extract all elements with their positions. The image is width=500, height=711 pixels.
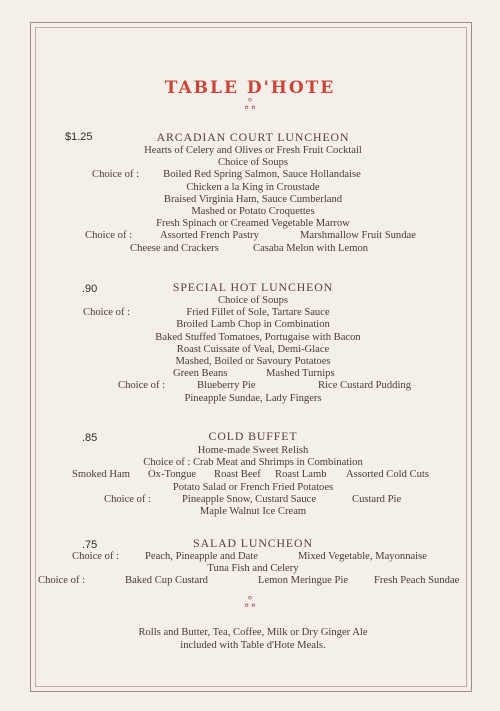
menu-item: Roast Beef — [214, 469, 261, 481]
menu-item: Broiled Lamb Chop in Combination — [176, 319, 330, 331]
section-price: .90 — [82, 283, 98, 295]
section-price: .75 — [82, 539, 98, 551]
footer-line-1: Rolls and Butter, Tea, Coffee, Milk or Dry Ginger Ale — [138, 627, 368, 638]
menu-item: Baked Stuffed Tomatoes, Portugaise with Bacon — [155, 331, 361, 343]
menu-item: Peach, Pineapple and Date — [145, 551, 258, 562]
menu-item: Tuna Fish and Celery — [207, 563, 299, 575]
choice-label: Choice of : — [72, 551, 120, 562]
section-heading: SALAD LUNCHEON — [193, 536, 313, 550]
section-price: $1.25 — [65, 131, 93, 143]
menu-item: Mashed or Potato Croquettes — [191, 206, 315, 217]
menu-item: Lemon Meringue Pie — [258, 575, 349, 587]
menu-item: Choice of : Crab Meat and Shrimps in Combination — [143, 457, 363, 469]
menu-item: Mashed Turnips — [266, 368, 335, 380]
menu-item: Mixed Vegetable, Mayonnaise — [298, 551, 427, 562]
menu-item: Baked Cup Custard — [125, 575, 208, 587]
menu-item: Mashed, Boiled or Savoury Potatoes — [175, 356, 331, 367]
choice-label: Choice of : — [38, 575, 86, 587]
menu-item: Boiled Red Spring Salmon, Sauce Hollandaise — [163, 169, 361, 181]
menu-item: Cheese and Crackers — [130, 242, 219, 254]
menu-item: Choice of Soups — [217, 157, 289, 169]
menu-item: Choice of Soups — [217, 295, 289, 306]
menu-item: Home-made Sweet Relish — [197, 445, 309, 456]
menu-item: Custard Pie — [352, 493, 402, 505]
menu-item: Assorted Cold Cuts — [346, 469, 429, 481]
choice-label: Choice of : — [92, 169, 140, 181]
menu-item: Assorted French Pastry — [160, 230, 259, 242]
menu-item: Pineapple Sundae, Lady Fingers — [184, 392, 322, 404]
section-heading: SPECIAL HOT LUNCHEON — [172, 280, 334, 294]
choice-label: Choice of : — [104, 493, 152, 505]
section-price: .85 — [82, 432, 98, 444]
menu-title: TABLE D'HOTE — [164, 78, 336, 98]
menu-item: Maple Walnut Ice Cream — [199, 506, 307, 517]
menu-item: Green Beans — [173, 368, 228, 380]
menu-item: Pineapple Snow, Custard Sauce — [182, 493, 317, 505]
ornament-bottom: ஃ — [244, 596, 256, 611]
choice-label: Choice of : — [118, 380, 166, 392]
ornament-top: ஃ — [244, 98, 256, 113]
menu-item: Hearts of Celery and Olives or Fresh Fruit Cocktail — [144, 145, 362, 156]
menu-item: Blueberry Pie — [197, 380, 256, 392]
menu-item: Fried Fillet of Sole, Tartare Sauce — [186, 307, 330, 319]
menu-item: Chicken a la King in Croustade — [186, 181, 320, 193]
menu-item: Marshmallow Fruit Sundae — [300, 230, 416, 242]
section-heading: ARCADIAN COURT LUNCHEON — [156, 130, 350, 144]
menu-item: Casaba Melon with Lemon — [253, 242, 369, 254]
menu-item: Fresh Spinach or Creamed Vegetable Marrow — [156, 218, 350, 230]
menu-item: Roast Lamb — [275, 469, 327, 481]
choice-label: Choice of : — [85, 230, 133, 242]
menu-item: Fresh Peach Sundae — [374, 575, 460, 587]
menu-item: Smoked Ham — [72, 469, 130, 481]
menu-item: Braised Virginia Ham, Sauce Cumberland — [163, 193, 343, 205]
footer-line-2: included with Table d'Hote Meals. — [180, 640, 326, 651]
section-heading: COLD BUFFET — [208, 429, 298, 443]
choice-label: Choice of : — [83, 307, 131, 319]
menu-item: Rice Custard Pudding — [318, 380, 411, 392]
menu-item: Potato Salad or French Fried Potatoes — [172, 481, 334, 493]
menu-item: Roast Cuissate of Veal, Demi-Glace — [176, 343, 330, 355]
menu-item: Ox-Tongue — [148, 469, 197, 481]
